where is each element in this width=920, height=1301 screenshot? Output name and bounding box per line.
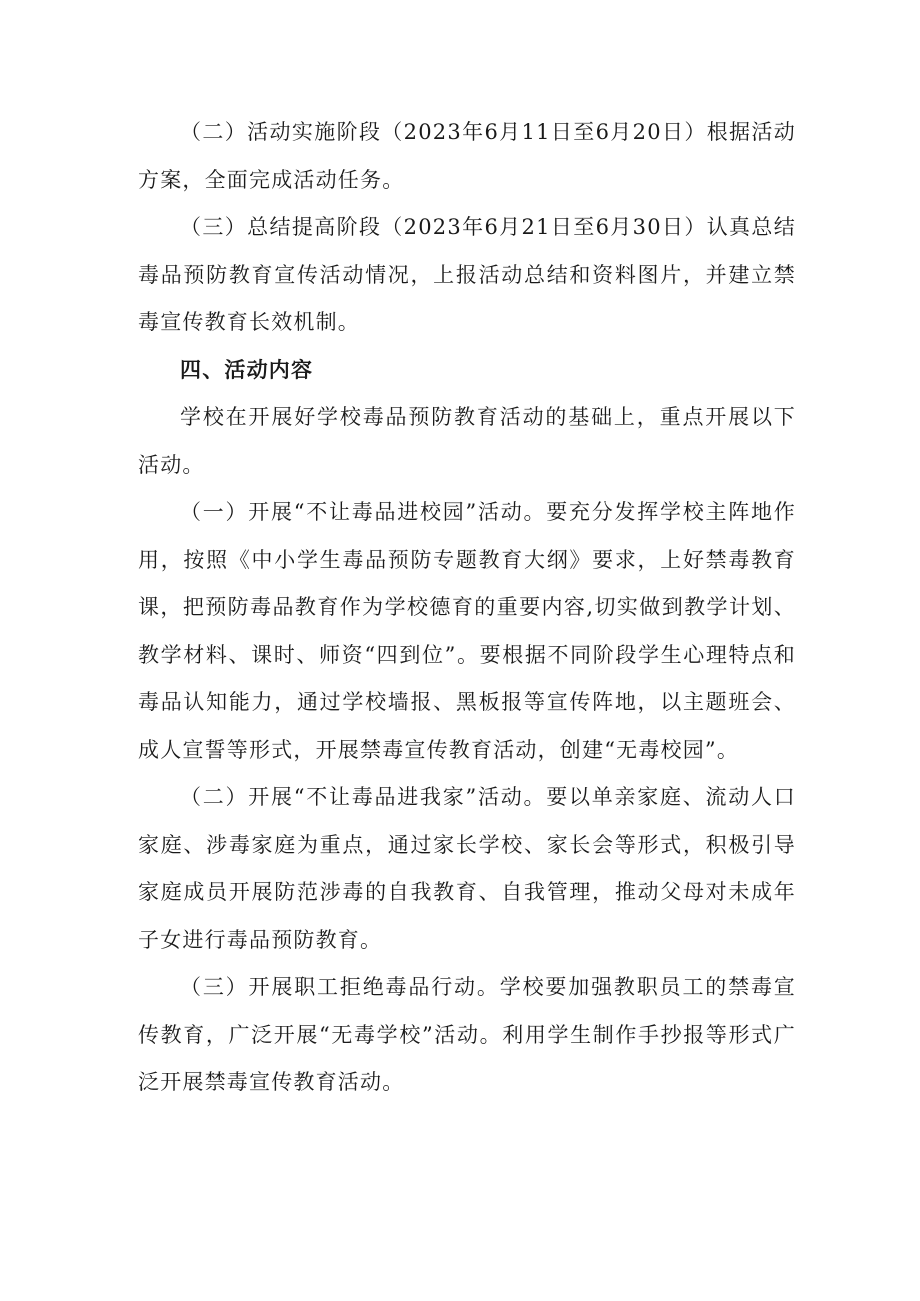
paragraph-summary-stage: （三）总结提高阶段（2023年6月21日至6月30日）认真总结毒品预防教育宣传活动情况，上报活动总结和资料图片，并建立禁毒宣传教育长效机制。 [138, 215, 796, 334]
paragraph-activity-intro: 学校在开展好学校毒品预防教育活动的基础上，重点开展以下活动。 [138, 405, 796, 477]
document-body [138, 109, 796, 1107]
paragraph-campus-activity: （一）开展“不让毒品进校园”活动。要充分发挥学校主阵地作用，按照《中小学生毒品预防专题教育大纲》要求，上好禁毒教育课，把预防毒品教育作为学校德育的重要内容,切实做到教学计划、教学材料、课时、师资“四到位”。要根据不同阶段学生心理特点和毒品认知能力，通过学校墙报、黑板报等宣传阵地，以主题班会、成人宣誓等形式，开展禁毒宣传教育活动，创建“无毒校园”。 [138, 500, 796, 762]
paragraph-staff-activity: （三）开展职工拒绝毒品行动。学校要加强教职员工的禁毒宣传教育，广泛开展“无毒学校”活动。利用学生制作手抄报等形式广泛开展禁毒宣传教育活动。 [138, 975, 796, 1094]
paragraph-implementation-stage: （二）活动实施阶段（2023年6月11日至6月20日）根据活动方案，全面完成活动任务。 [138, 120, 796, 192]
paragraph-home-activity: （二）开展“不让毒品进我家”活动。要以单亲家庭、流动人口家庭、涉毒家庭为重点，通过家长学校、家长会等形式，积极引导家庭成员开展防范涉毒的自我教育、自我管理，推动父母对未成年子女进行毒品预防教育。 [138, 785, 796, 952]
section-heading-activity-content: 四、活动内容 [180, 357, 314, 382]
